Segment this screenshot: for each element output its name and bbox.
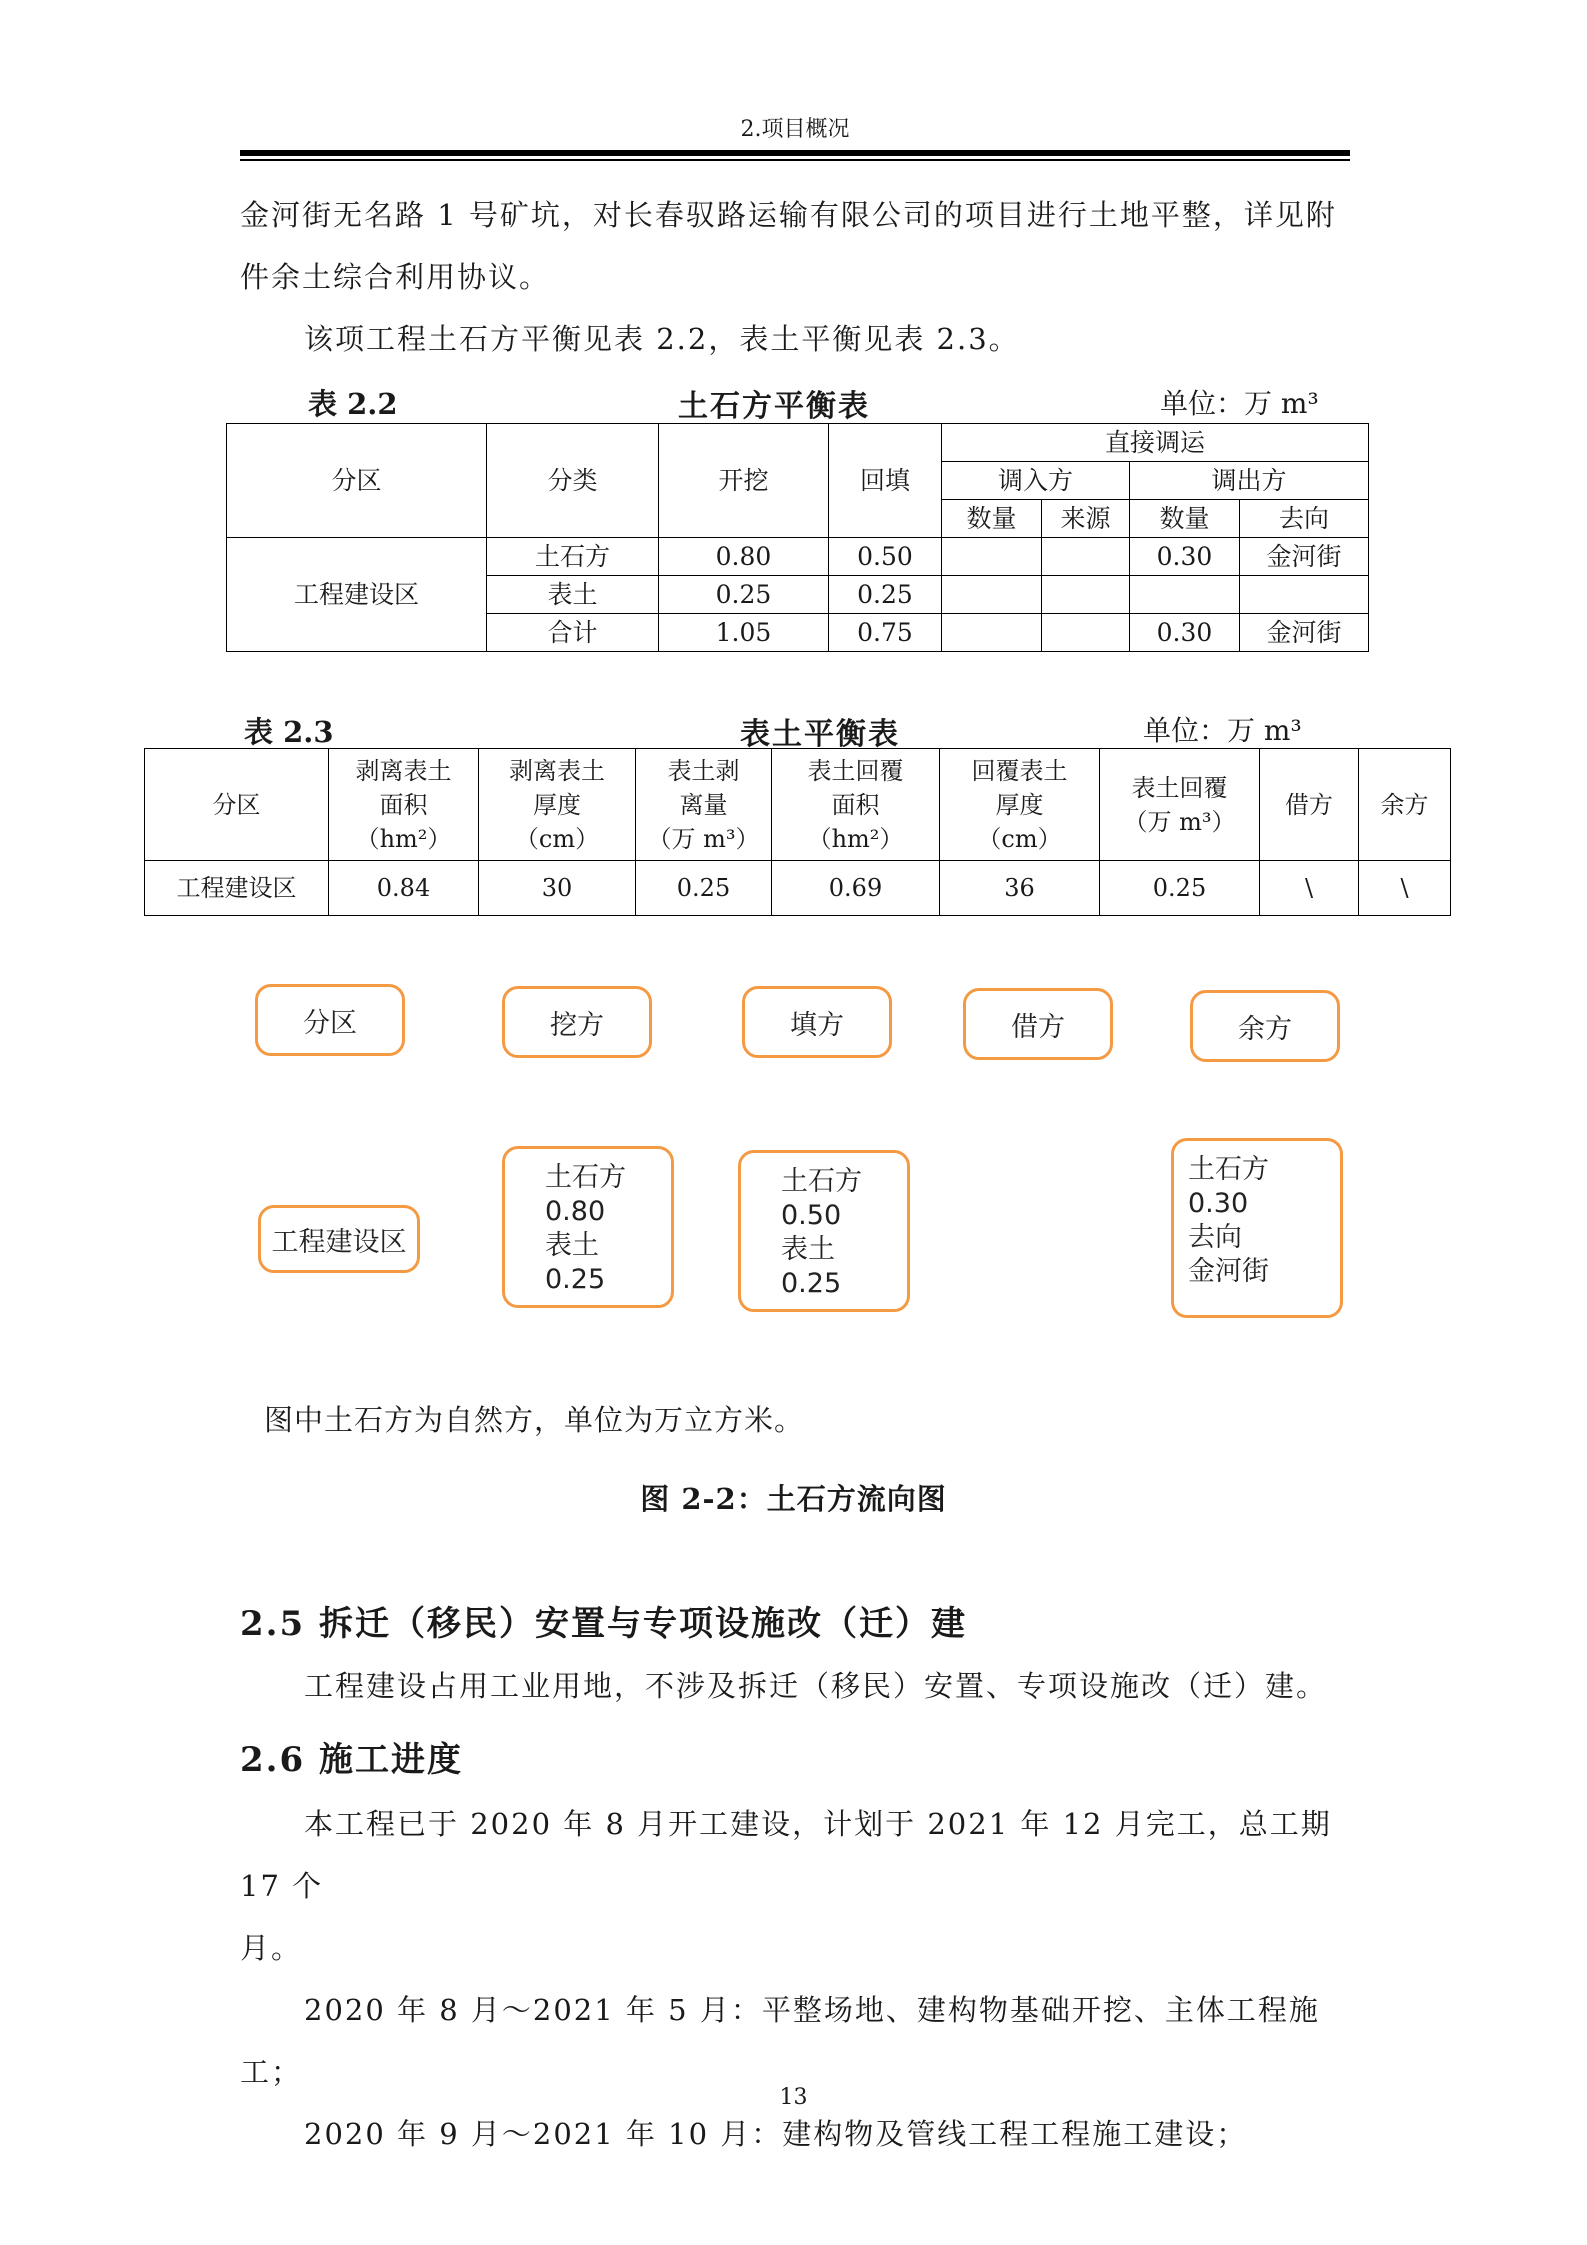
t23-head-text: 剥离表土: [509, 756, 605, 785]
t22-cell: 0.75: [829, 614, 942, 652]
table-row: [145, 861, 1451, 916]
t22-head-qty-in: 数量: [942, 500, 1042, 538]
t22-cell: 0.25: [659, 576, 829, 614]
t23-head-text: 表土剥: [667, 756, 740, 785]
t23-head-cover-area: [772, 749, 940, 861]
flow-box-text: 0.25: [781, 1268, 842, 1299]
t23-cell: 0.69: [772, 861, 940, 916]
t23-head-text: 面积: [831, 790, 880, 819]
t22-cell: 0.30: [1130, 614, 1240, 652]
table23-title: 表土平衡表: [740, 717, 900, 752]
flow-box-text: 土石方: [1188, 1154, 1269, 1185]
flow-box-text: 土石方: [545, 1162, 626, 1193]
t23-head-text: （cm）: [977, 824, 1062, 853]
table22-title: 土石方平衡表: [678, 389, 870, 424]
t23-head-cover-volume: [1100, 749, 1260, 861]
flow-header-fill: 填方: [742, 986, 892, 1058]
t23-cell: 0.25: [1100, 861, 1260, 916]
t22-cell: [1042, 538, 1130, 576]
t22-head-transfer-in: 调入方: [942, 462, 1130, 500]
flow-box-text: 表土: [781, 1234, 835, 1265]
flow-header-surplus: 余方: [1190, 990, 1340, 1062]
intro-paragraph: [240, 184, 1352, 370]
t22-cell: 表土: [487, 576, 659, 614]
t23-cell: \: [1260, 861, 1359, 916]
t23-head-text: （万 m³）: [647, 824, 760, 853]
section-2-6-line-2: 月。: [240, 1931, 303, 1965]
t23-head-text: （万 m³）: [1123, 807, 1236, 836]
t23-head-zone: 分区: [145, 749, 329, 861]
t22-head-zone: 分区: [227, 424, 487, 538]
t22-cell: [942, 576, 1042, 614]
t23-head-text: 回覆表土: [971, 756, 1068, 785]
t23-cell: 0.25: [636, 861, 772, 916]
t23-head-text: （hm²）: [807, 824, 904, 853]
t22-cell: [942, 538, 1042, 576]
t22-cell: 合计: [487, 614, 659, 652]
flow-box-text: 去向: [1188, 1222, 1242, 1253]
t22-head-category: 分类: [487, 424, 659, 538]
t23-head-strip-area: [329, 749, 479, 861]
t22-head-excavation: 开挖: [659, 424, 829, 538]
header-rule-thin: [240, 159, 1350, 161]
figure-caption: 图 2-2：土石方流向图: [640, 1482, 947, 1516]
schedule-item-1: 2020 年 8 月～2021 年 5 月：平整场地、建构物基础开挖、主体工程施工；: [240, 1993, 1320, 2089]
flow-excavation-box: [502, 1146, 674, 1308]
t22-cell: 0.30: [1130, 538, 1240, 576]
t22-head-source: 来源: [1042, 500, 1130, 538]
schedule-item-2: 2020 年 9 月～2021 年 10 月：建构物及管线工程工程施工建设；: [304, 2117, 1248, 2151]
table23: [144, 748, 1451, 916]
flow-box-text: 0.25: [545, 1264, 606, 1295]
t23-head-strip-thickness: [479, 749, 636, 861]
t23-head-text: 剥离表土: [355, 756, 452, 785]
t23-head-text: 厚度: [533, 790, 581, 819]
page-number: 13: [779, 2085, 808, 2110]
flow-box-text: 0.80: [545, 1196, 606, 1227]
flow-note: 图中土石方为自然方，单位为万立方米。: [264, 1403, 805, 1437]
flow-header-excavation: 挖方: [502, 986, 652, 1058]
flow-fill-box: [738, 1150, 910, 1312]
header-rule-thick: [240, 150, 1350, 156]
t22-head-destination: 去向: [1240, 500, 1369, 538]
page-header: 2.项目概况: [740, 117, 850, 142]
t22-cell: [1240, 576, 1369, 614]
flow-box-text: 0.30: [1188, 1188, 1249, 1219]
t22-cell: 1.05: [659, 614, 829, 652]
t23-head-text: 表土回覆: [1131, 773, 1228, 802]
t23-head-text: 离量: [679, 790, 728, 819]
intro-line-3: 该项工程土石方平衡见表 2.2，表土平衡见表 2.3。: [304, 322, 1020, 356]
flow-box-text: 表土: [545, 1230, 599, 1261]
t22-cell: 金河街: [1240, 538, 1369, 576]
section-2-6-line-1: 本工程已于 2020 年 8 月开工建设，计划于 2021 年 12 月完工，总工期 17 个: [240, 1807, 1332, 1903]
t22-cell: 0.50: [829, 538, 942, 576]
table23-caption: 表 2.3: [244, 715, 334, 749]
t23-head-cover-thickness: [940, 749, 1100, 861]
t22-head-fill: 回填: [829, 424, 942, 538]
flow-box-text: 金河街: [1188, 1256, 1269, 1287]
t23-head-text: 表土回覆: [807, 756, 904, 785]
t23-head-text: 厚度: [995, 790, 1044, 819]
t23-cell: 0.84: [329, 861, 479, 916]
t23-head-strip-volume: [636, 749, 772, 861]
t23-cell: 工程建设区: [145, 861, 329, 916]
t22-zone: 工程建设区: [227, 538, 487, 652]
flow-surplus-box: [1171, 1138, 1343, 1318]
t22-cell: [942, 614, 1042, 652]
t22-head-transfer-out: 调出方: [1130, 462, 1369, 500]
t23-cell: \: [1359, 861, 1451, 916]
t23-head-text: 面积: [379, 790, 428, 819]
section-2-5-heading: 2.5 拆迁（移民）安置与专项设施改（迁）建: [240, 1604, 967, 1644]
t23-head-surplus: 余方: [1359, 749, 1451, 861]
table-row: [227, 538, 1369, 576]
table23-unit: 单位：万 m³: [1143, 714, 1302, 747]
t23-head-text: （hm²）: [355, 824, 452, 853]
flow-header-borrow: 借方: [963, 988, 1113, 1060]
t22-cell: 土石方: [487, 538, 659, 576]
intro-line-1: 金河街无名路 1 号矿坑，对长春驭路运输有限公司的项目进行土地平整，详见附: [240, 198, 1337, 232]
t22-head-qty-out: 数量: [1130, 500, 1240, 538]
flow-zone-box: 工程建设区: [258, 1205, 420, 1273]
t22-head-direct: 直接调运: [942, 424, 1369, 462]
section-2-6-heading: 2.6 施工进度: [240, 1740, 463, 1780]
table22: [226, 423, 1369, 652]
t22-cell: 0.80: [659, 538, 829, 576]
t22-cell: [1042, 614, 1130, 652]
t23-head-text: （cm）: [514, 824, 600, 853]
t23-cell: 36: [940, 861, 1100, 916]
flow-box-text: 土石方: [781, 1166, 862, 1197]
t22-cell: [1130, 576, 1240, 614]
t22-cell: 0.25: [829, 576, 942, 614]
t23-cell: 30: [479, 861, 636, 916]
t22-cell: [1042, 576, 1130, 614]
section-2-5-text: 工程建设占用工业用地，不涉及拆迁（移民）安置、专项设施改（迁）建。: [304, 1669, 1328, 1703]
t22-cell: 金河街: [1240, 614, 1369, 652]
table22-caption: 表 2.2: [308, 387, 398, 421]
flow-box-text: 0.50: [781, 1200, 842, 1231]
t23-head-borrow: 借方: [1260, 749, 1359, 861]
flow-header-zone: 分区: [255, 984, 405, 1056]
intro-line-2: 件余土综合利用协议。: [240, 260, 551, 294]
table22-unit: 单位：万 m³: [1160, 387, 1319, 420]
